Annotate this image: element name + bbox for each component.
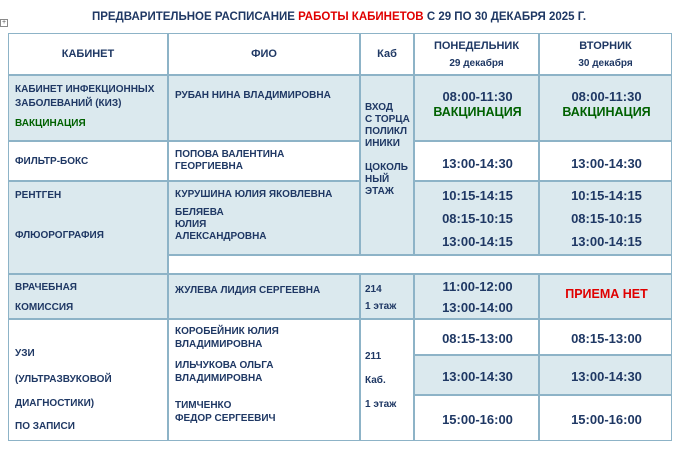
- doctor-kiz: РУБАН НИНА ВЛАДИМИРОВНА: [168, 75, 360, 141]
- header-fio: ФИО: [168, 33, 360, 75]
- cabinet-ultrasound: УЗИ (УЛЬТРАЗВУКОВОЙ ДИАГНОСТИКИ) ПО ЗАПИСИ: [8, 319, 168, 441]
- ultrasound-monday-2: 13:00-14:30: [414, 355, 539, 395]
- cabinet-filter-box: ФИЛЬТР-БОКС: [8, 141, 168, 181]
- table-move-handle[interactable]: +: [1, 19, 7, 26]
- page-title: ПРЕДВАРИТЕЛЬНОЕ РАСПИСАНИЕ РАБОТЫ КАБИНЕТОВ С 29 ПО 30 ДЕКАБРЯ 2025 Г.: [91, 11, 587, 23]
- room-kiz-xray: ВХОД С ТОРЦА ПОЛИКЛ ИНИКИ ЦОКОЛЬ НЫЙ ЭТАЖ: [360, 75, 414, 255]
- xray-tuesday: 10:15-14:15 08:15-10:15 13:00-14:15: [539, 181, 672, 255]
- doctor-xray: КУРУШИНА ЮЛИЯ ЯКОВЛЕВНА БЕЛЯЕВА ЮЛИЯ АЛЕКСАНДРОВНА: [168, 181, 360, 255]
- ultrasound-monday-3: 15:00-16:00: [414, 395, 539, 441]
- kiz-monday: 08:00-11:30 ВАКЦИНАЦИЯ: [414, 75, 539, 141]
- doctor-ultrasound: КОРОБЕЙНИК ЮЛИЯ ВЛАДИМИРОВНА ИЛЬЧУКОВА ОЛЬГА ВЛАДИМИРОВНА ТИМЧЕНКО ФЕДОР СЕРГЕЕВИЧ: [168, 319, 360, 441]
- schedule-table: [8, 33, 672, 441]
- filter-tuesday: 13:00-14:30: [539, 141, 672, 181]
- room-medical-commission: 214 1 этаж: [360, 274, 414, 319]
- cabinet-kiz: КАБИНЕТ ИНФЕКЦИОННЫХ ЗАБОЛЕВАНИЙ (КИЗ) ВАКЦИНАЦИЯ: [8, 75, 168, 141]
- ultrasound-tuesday-2: 13:00-14:30: [539, 355, 672, 395]
- cabinet-xray: РЕНТГЕН ФЛЮОРОГРАФИЯ: [8, 181, 168, 274]
- kiz-tuesday: 08:00-11:30 ВАКЦИНАЦИЯ: [539, 75, 672, 141]
- xray-monday: 10:15-14:15 08:15-10:15 13:00-14:15: [414, 181, 539, 255]
- ultrasound-monday-1: 08:15-13:00: [414, 319, 539, 355]
- ultrasound-tuesday-1: 08:15-13:00: [539, 319, 672, 355]
- room-ultrasound: 211 Каб. 1 этаж: [360, 319, 414, 441]
- header-tuesday: ВТОРНИК 30 декабря: [539, 33, 672, 75]
- header-cabinet: КАБИНЕТ: [8, 33, 168, 75]
- doctor-filter-box: ПОПОВА ВАЛЕНТИНА ГЕОРГИЕВНА: [168, 141, 360, 181]
- commission-tuesday: ПРИЕМА НЕТ: [539, 274, 672, 319]
- header-monday: ПОНЕДЕЛЬНИК 29 декабря: [414, 33, 539, 75]
- header-kab: Каб: [360, 33, 414, 75]
- ultrasound-tuesday-3: 15:00-16:00: [539, 395, 672, 441]
- empty-row: [168, 255, 672, 274]
- filter-monday: 13:00-14:30: [414, 141, 539, 181]
- commission-monday: 11:00-12:00 13:00-14:00: [414, 274, 539, 319]
- cabinet-medical-commission: ВРАЧЕБНАЯ КОМИССИЯ: [8, 274, 168, 319]
- doctor-medical-commission: ЖУЛЕВА ЛИДИЯ СЕРГЕЕВНА: [168, 274, 360, 319]
